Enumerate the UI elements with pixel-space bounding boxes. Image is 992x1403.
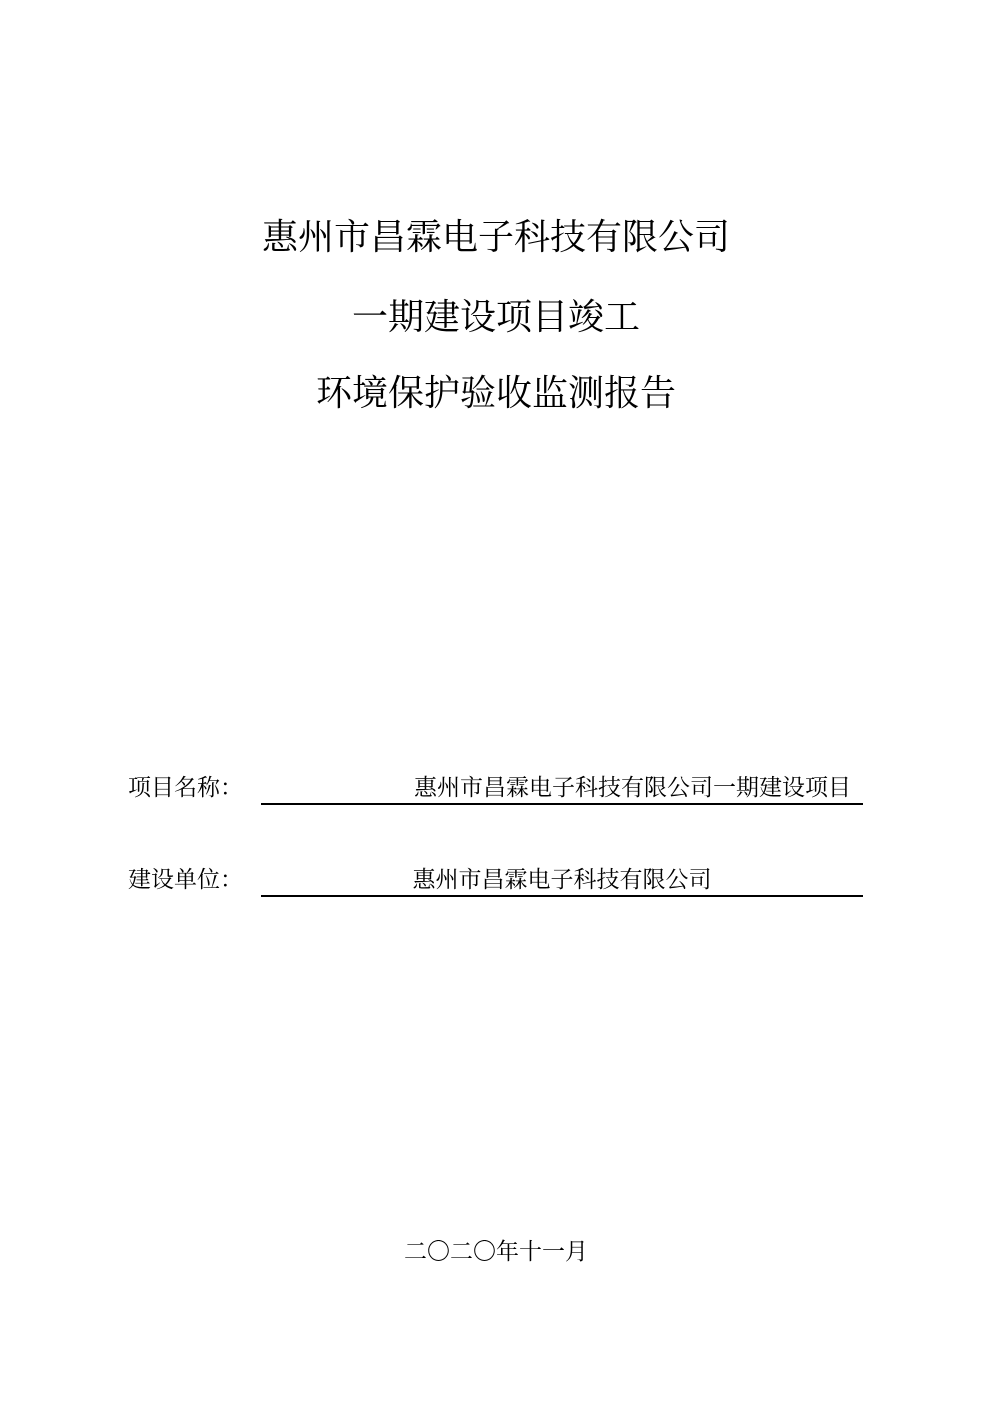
- builder-label: 建设单位：: [128, 867, 243, 893]
- project-name-row: [128, 770, 868, 806]
- report-date: 二〇二〇年十一月: [404, 1239, 588, 1265]
- cover-title-line-3: 环境保护验收监测报告: [315, 373, 676, 414]
- project-name-label: 项目名称：: [128, 775, 243, 801]
- cover-title-line-2: 一期建设项目竣工: [351, 297, 640, 338]
- builder-value: 惠州市昌霖电子科技有限公司: [412, 867, 712, 893]
- project-name-value: 惠州市昌霖电子科技有限公司一期建设项目: [414, 775, 851, 801]
- builder-field: [261, 862, 863, 897]
- project-name-field: [261, 770, 863, 805]
- cover-title-line-1: 惠州市昌霖电子科技有限公司: [261, 217, 730, 258]
- builder-row: [128, 862, 868, 898]
